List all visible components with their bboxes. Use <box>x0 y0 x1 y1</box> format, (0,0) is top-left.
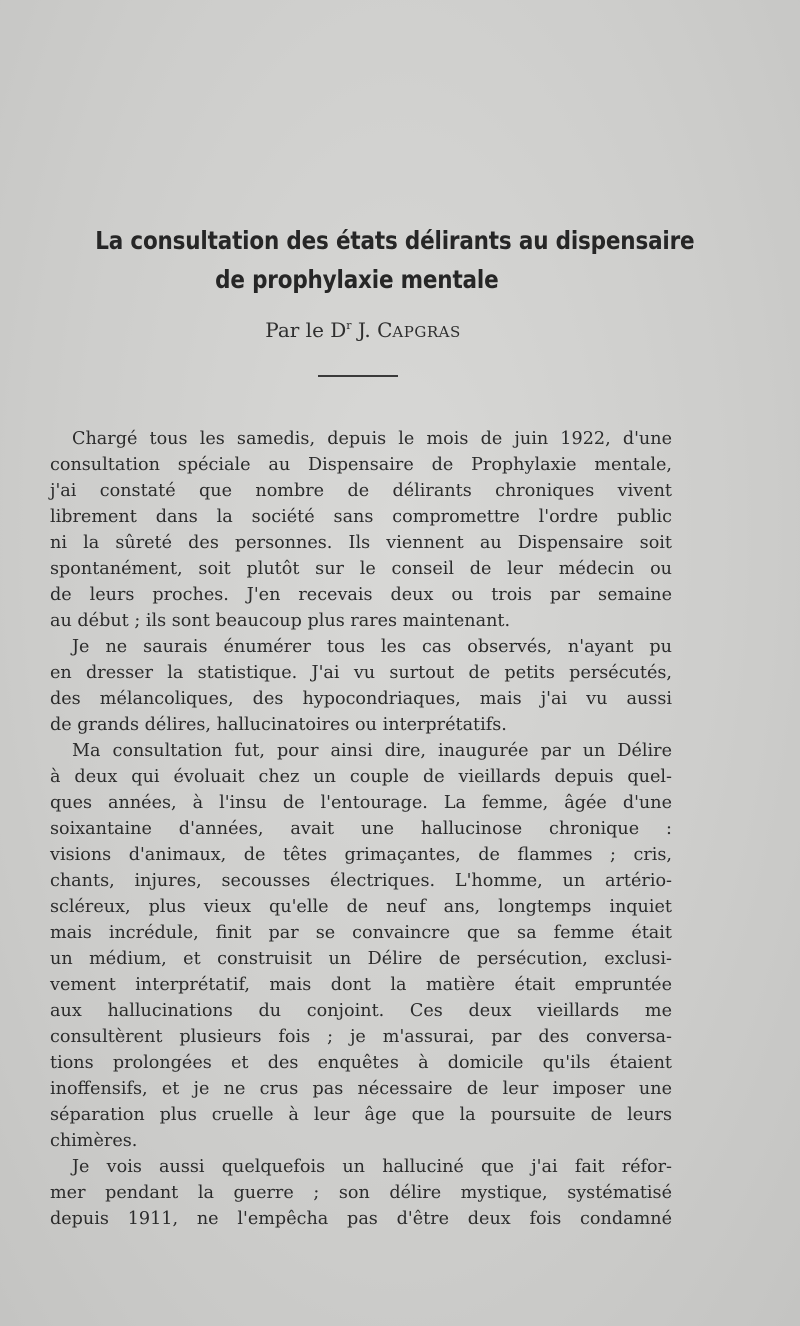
body-line: de leurs proches. J'en recevais deux ou trois par semaine <box>50 585 672 605</box>
body-line: Chargé tous les samedis, depuis le mois de juin 1922, d'une <box>72 429 672 449</box>
title-separator-rule <box>318 375 398 377</box>
byline-surname: APGRAS <box>392 323 461 341</box>
body-line: ni la sûreté des personnes. Ils viennent au Dispensaire soit <box>50 533 672 553</box>
body-line: j'ai constaté que nombre de délirants chroniques vivent <box>50 481 672 501</box>
body-line: séparation plus cruelle à leur âge que la poursuite de leurs <box>50 1105 672 1125</box>
body-line: à deux qui évoluait chez un couple de vieillards depuis quel- <box>50 767 672 787</box>
body-line: ques années, à l'insu de l'entourage. La femme, âgée d'une <box>50 793 672 813</box>
body-line: aux hallucinations du conjoint. Ces deux vieillards me <box>50 1001 672 1021</box>
byline-prefix: Par le D <box>265 318 347 342</box>
body-line: Je vois aussi quelquefois un halluciné que j'ai fait réfor- <box>72 1157 672 1177</box>
body-line: consultèrent plusieurs fois ; je m'assurai, par des conversa- <box>50 1027 672 1047</box>
body-line: tions prolongées et des enquêtes à domicile qu'ils étaient <box>50 1053 672 1073</box>
body-line: consultation spéciale au Dispensaire de Prophylaxie mentale, <box>50 455 672 475</box>
body-line: scléreux, plus vieux qu'elle de neuf ans, longtemps inquiet <box>50 897 672 917</box>
body-line: visions d'animaux, de têtes grimaçantes, de flammes ; cris, <box>50 845 672 865</box>
body-line: mer pendant la guerre ; son délire mystique, systématisé <box>50 1183 672 1203</box>
body-line: inoffensifs, et je ne crus pas nécessaire de leur imposer une <box>50 1079 672 1099</box>
body-line: Je ne saurais énumérer tous les cas observés, n'ayant pu <box>72 637 672 657</box>
body-line: vement interprétatif, mais dont la matière était empruntée <box>50 975 672 995</box>
article-title-line-2: de prophylaxie mentale <box>215 265 499 294</box>
body-line: spontanément, soit plutôt sur le conseil de leur médecin ou <box>50 559 672 579</box>
body-line: soixantaine d'années, avait une hallucinose chronique : <box>50 819 672 839</box>
byline-doctor-superscript: r <box>346 319 352 332</box>
body-line: chants, injures, secousses électriques. L'homme, un artério- <box>50 871 672 891</box>
body-line: en dresser la statistique. J'ai vu surtout de petits persécutés, <box>50 663 672 683</box>
body-line: mais incrédule, finit par se convaincre que sa femme était <box>50 923 672 943</box>
body-line: des mélancoliques, des hypocondriaques, mais j'ai vu aussi <box>50 689 672 709</box>
author-byline <box>0 318 726 342</box>
article-title-line-1: La consultation des états délirants au dispensaire <box>95 226 695 255</box>
body-line: de grands délires, hallucinatoires ou interprétatifs. <box>50 715 507 735</box>
body-line: Ma consultation fut, pour ainsi dire, inaugurée par un Délire <box>72 741 672 761</box>
body-line: librement dans la société sans compromettre l'ordre public <box>50 507 672 527</box>
body-line: chimères. <box>50 1131 138 1151</box>
body-line: depuis 1911, ne l'empêcha pas d'être deux fois condamné <box>50 1209 672 1229</box>
body-line: un médium, et construisit un Délire de persécution, exclusi- <box>50 949 672 969</box>
byline-initial: J. C <box>351 318 393 342</box>
article-body <box>50 426 672 1232</box>
body-line: au début ; ils sont beaucoup plus rares maintenant. <box>50 611 511 631</box>
